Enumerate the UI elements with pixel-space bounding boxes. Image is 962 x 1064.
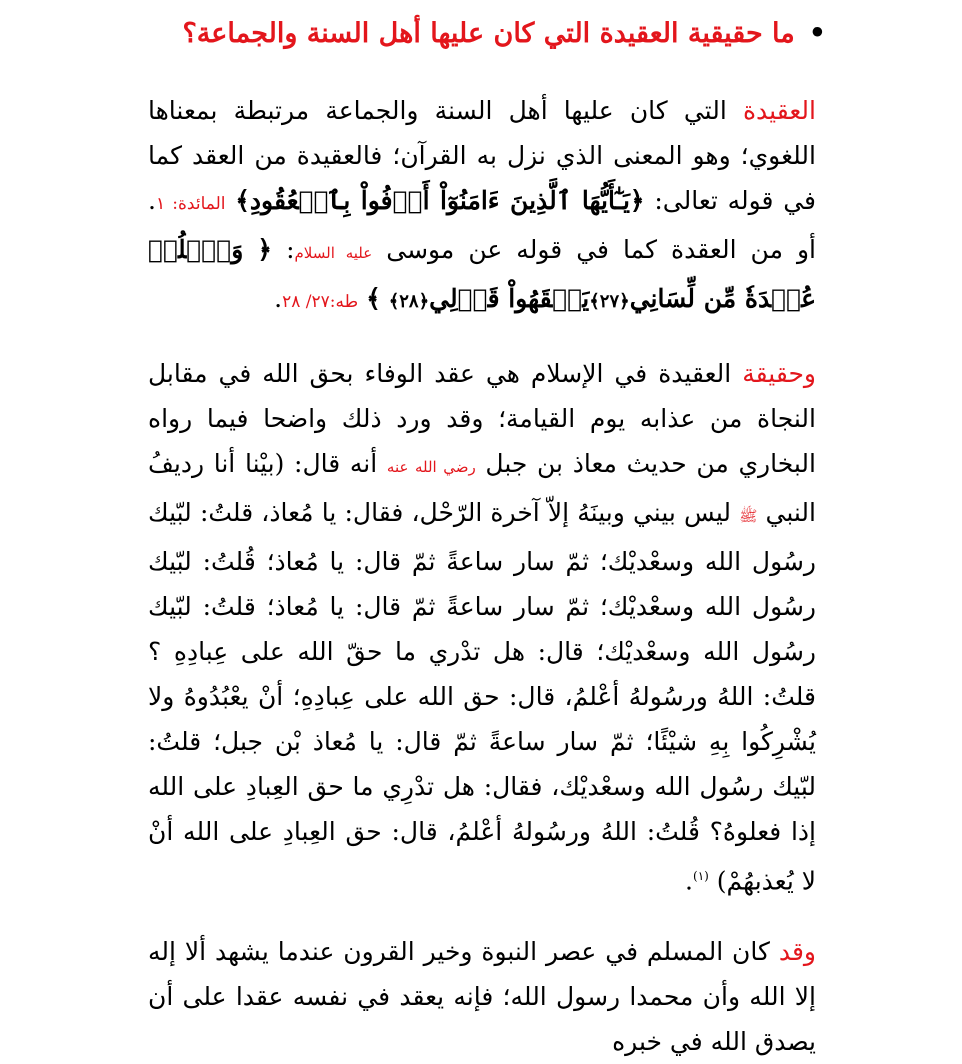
lead-word: العقيدة: [742, 96, 816, 125]
quran-close-bracket: ﴾: [366, 284, 381, 313]
quran-open-bracket: ﴿: [629, 186, 645, 215]
paragraph-prophetic-era: [148, 929, 816, 1064]
paragraph-end: .: [685, 866, 693, 896]
ayah-number-28: ﴿٢٨﴾: [388, 291, 430, 312]
quran-close-bracket: ﴾: [235, 186, 250, 215]
quran-verse-taha-28: يَفۡقَهُواْ قَوۡلِي: [429, 284, 590, 313]
heading-text: ما حقيقية العقيدة التي كان عليها أهل السنة والجماعة؟: [182, 18, 795, 49]
quran-verse-taha-27: وَٱحۡلُلۡ عُقۡدَةٗ مِّن لِّسَانِي: [148, 235, 816, 313]
honorific-salawat: ﷺ: [739, 507, 758, 525]
bullet-icon: •: [808, 18, 826, 49]
paragraph-text: العقيدة في الإسلام هي عقد الوفاء بحق الله في مقابل النجاة من عذابه يوم القيامة؛ وقد ورد ذلك واضحا فيما رواه البخاري من حديث معاذ بن جبل: [148, 359, 816, 478]
paragraph-text: كان المسلم في عصر النبوة وخير القرون عندما يشهد ألا إله إلا الله وأن محمدا رسول الله؛ فإنه يعقد في نفسه عقدا على أن يصدق الله في خبره: [148, 937, 816, 1057]
hadith-text: ليس بيني وبينَهُ إلاّ آخرة الرّحْل، فقال: يا مُعاذ، قلتُ: لبّيك رسُول الله وسعْديْك؛ ثمّ سار ساعةً ثمّ قال: يا مُعاذ؛ قُلتُ: لبّيك رسُول الله وسعْديْك؛ ثمّ سار ساعةً ثمّ قال: يا مُعاذ؛ قلتُ: لبّيك رسُول الله وسعْديْك؛ قال: هل تدْري ما حقّ الله على عِبادِهِ ؟ قلتُ: اللهُ ورسُولهُ أعْلمُ، قال: حق الله على عِبادِهِ؛ أنْ يعْبُدُوهُ ولا يُشْرِكُوا بِهِ شيْئًا؛ ثمّ سار ساعةً ثمّ قال: يا مُعاذ بْن جبل؛ قلتُ: لبّيك رسُول الله وسعْديْك، فقال: هل تدْرِي ما حق العِبادِ على الله إذا فعلوهُ؟ قُلتُ: اللهُ ورسُولهُ أعْلمُ، قال: حق العِبادِ على الله أنْ لا يُعذبهُمْ): [148, 498, 816, 896]
quran-verse-maidah: يَـٰٓأَيُّهَا ٱلَّذِينَ ءَامَنُوٓاْ أَوۡفُواْ بِٱلۡعُقُودِ: [249, 186, 630, 215]
footnote-marker: (١): [693, 869, 709, 883]
paragraph-text: . أو من العقدة كما في قوله عن موسى: [148, 186, 816, 264]
paragraph-aqeedah-definition: [148, 88, 816, 325]
ayah-number-27: ﴿٢٧﴾: [589, 291, 630, 312]
paragraph-text: التي كان عليها أهل السنة والجماعة مرتبطة بمعناها اللغوي؛ وهو المعنى الذي نزل به القرآن؛ فالعقيدة من العقد كما في قوله تعالى:: [148, 96, 816, 215]
quran-open-bracket: ﴿: [257, 235, 273, 264]
lead-word: وقد: [778, 937, 816, 967]
paragraph-aqeedah-reality: [148, 351, 816, 903]
paragraph-text: :: [272, 235, 295, 264]
paragraph-text: أنه قال: (بيْنا أنا رديفُ النبي: [148, 449, 816, 527]
verse-reference-taha: طه:٢٧/ ٢٨: [282, 292, 359, 312]
section-heading: [148, 14, 826, 54]
honorific-radiyallahu-anhu: رضي الله عنه: [386, 458, 476, 476]
lead-word: وحقيقة: [742, 359, 816, 388]
honorific-alayhis-salam: عليه السلام: [294, 244, 373, 262]
document-page: [0, 14, 962, 1057]
paragraph-end: .: [274, 284, 283, 313]
verse-reference-maidah: المائدة: ١: [155, 194, 226, 214]
